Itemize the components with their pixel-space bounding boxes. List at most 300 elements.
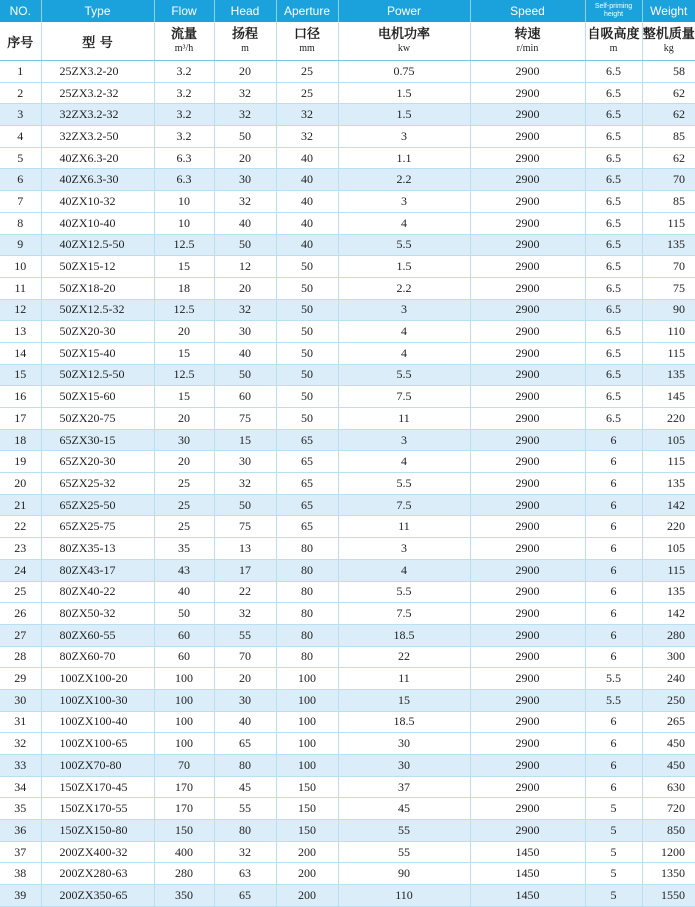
cell-self-priming: 6.5: [585, 299, 642, 321]
cell-speed: 2900: [470, 516, 585, 538]
cell-head: 22: [214, 581, 276, 603]
cell-head: 65: [214, 885, 276, 907]
cell-flow: 43: [154, 559, 214, 581]
cell-no: 33: [0, 755, 41, 777]
cell-weight: 115: [642, 451, 695, 473]
cell-model: 40ZX6.3-30: [41, 169, 154, 191]
cell-speed: 2900: [470, 559, 585, 581]
cell-head: 40: [214, 711, 276, 733]
cell-self-priming: 6: [585, 581, 642, 603]
cell-self-priming: 6: [585, 733, 642, 755]
cell-power: 4: [338, 212, 470, 234]
table-row: [0, 126, 695, 148]
cell-head: 50: [214, 126, 276, 148]
cell-weight: 70: [642, 169, 695, 191]
table-row: [0, 581, 695, 603]
cell-aperture: 65: [276, 473, 338, 495]
cell-head: 32: [214, 104, 276, 126]
table-row: [0, 733, 695, 755]
cell-head: 32: [214, 82, 276, 104]
cell-flow: 350: [154, 885, 214, 907]
cell-head: 50: [214, 364, 276, 386]
cell-aperture: 65: [276, 494, 338, 516]
cn-header-speed-label: 转速: [471, 27, 585, 43]
cell-weight: 62: [642, 82, 695, 104]
cell-aperture: 100: [276, 689, 338, 711]
table-row: [0, 169, 695, 191]
col-header-self-priming: [585, 0, 642, 22]
cell-power: 3: [338, 538, 470, 560]
cell-speed: 2900: [470, 408, 585, 430]
cell-weight: 135: [642, 581, 695, 603]
cell-self-priming: 6: [585, 429, 642, 451]
cn-header-aperture-unit: mm: [277, 43, 338, 55]
cell-no: 28: [0, 646, 41, 668]
cell-speed: 2900: [470, 429, 585, 451]
cell-flow: 12.5: [154, 299, 214, 321]
cell-no: 36: [0, 820, 41, 842]
table-row: [0, 342, 695, 364]
cell-no: 13: [0, 321, 41, 343]
cell-no: 3: [0, 104, 41, 126]
cell-flow: 70: [154, 755, 214, 777]
cell-speed: 2900: [470, 538, 585, 560]
table-row: [0, 256, 695, 278]
cell-power: 4: [338, 451, 470, 473]
cell-no: 31: [0, 711, 41, 733]
cell-flow: 15: [154, 342, 214, 364]
cn-header-head-unit: m: [215, 43, 276, 55]
table-row: [0, 147, 695, 169]
table-row: [0, 863, 695, 885]
cell-model: 100ZX100-30: [41, 689, 154, 711]
cell-flow: 100: [154, 689, 214, 711]
cell-power: 5.5: [338, 364, 470, 386]
cell-weight: 58: [642, 61, 695, 83]
cell-speed: 2900: [470, 212, 585, 234]
table-row: [0, 429, 695, 451]
cell-head: 55: [214, 798, 276, 820]
cell-model: 25ZX3.2-32: [41, 82, 154, 104]
cell-flow: 100: [154, 668, 214, 690]
cell-power: 4: [338, 559, 470, 581]
cell-flow: 25: [154, 494, 214, 516]
cell-power: 5.5: [338, 234, 470, 256]
cell-head: 32: [214, 603, 276, 625]
cell-no: 1: [0, 61, 41, 83]
cell-power: 7.5: [338, 603, 470, 625]
cell-speed: 1450: [470, 841, 585, 863]
cell-flow: 100: [154, 733, 214, 755]
cell-no: 9: [0, 234, 41, 256]
table-row: [0, 711, 695, 733]
cell-flow: 25: [154, 473, 214, 495]
cell-head: 40: [214, 342, 276, 364]
cell-speed: 2900: [470, 169, 585, 191]
cell-aperture: 200: [276, 885, 338, 907]
cell-no: 4: [0, 126, 41, 148]
cell-flow: 15: [154, 386, 214, 408]
cell-speed: 2900: [470, 191, 585, 213]
cn-header-aperture: [276, 22, 338, 61]
cell-self-priming: 6.5: [585, 126, 642, 148]
cell-flow: 280: [154, 863, 214, 885]
cell-model: 50ZX12.5-32: [41, 299, 154, 321]
cell-model: 150ZX170-55: [41, 798, 154, 820]
cell-weight: 75: [642, 277, 695, 299]
cell-flow: 60: [154, 624, 214, 646]
cell-flow: 10: [154, 191, 214, 213]
cell-aperture: 150: [276, 798, 338, 820]
cell-self-priming: 6.5: [585, 104, 642, 126]
cell-head: 12: [214, 256, 276, 278]
cell-self-priming: 6.5: [585, 147, 642, 169]
cell-power: 7.5: [338, 494, 470, 516]
table-row: [0, 451, 695, 473]
cell-speed: 2900: [470, 820, 585, 842]
cn-header-flow-unit: m³/h: [155, 43, 214, 55]
cell-speed: 1450: [470, 885, 585, 907]
cell-power: 11: [338, 516, 470, 538]
cell-power: 55: [338, 841, 470, 863]
cell-weight: 62: [642, 104, 695, 126]
cell-aperture: 25: [276, 82, 338, 104]
cell-self-priming: 6: [585, 451, 642, 473]
cell-flow: 20: [154, 451, 214, 473]
cell-power: 18.5: [338, 711, 470, 733]
cell-power: 15: [338, 689, 470, 711]
col-header-flow: Flow: [154, 0, 214, 22]
cn-header-self-priming-unit: m: [586, 43, 642, 55]
col-header-self-priming-label: Self-priming height: [586, 3, 642, 19]
cell-weight: 720: [642, 798, 695, 820]
cell-power: 110: [338, 885, 470, 907]
cell-aperture: 32: [276, 104, 338, 126]
cell-speed: 2900: [470, 451, 585, 473]
cell-weight: 850: [642, 820, 695, 842]
cell-aperture: 80: [276, 624, 338, 646]
cell-self-priming: 6.5: [585, 277, 642, 299]
cell-self-priming: 6: [585, 559, 642, 581]
cell-head: 55: [214, 624, 276, 646]
table-row: [0, 473, 695, 495]
cell-speed: 2900: [470, 256, 585, 278]
cell-model: 65ZX25-75: [41, 516, 154, 538]
cell-aperture: 50: [276, 364, 338, 386]
cell-flow: 3.2: [154, 104, 214, 126]
cell-self-priming: 5: [585, 841, 642, 863]
cell-aperture: 200: [276, 863, 338, 885]
cell-weight: 70: [642, 256, 695, 278]
cell-no: 18: [0, 429, 41, 451]
cell-weight: 450: [642, 755, 695, 777]
cell-self-priming: 5.5: [585, 668, 642, 690]
cell-weight: 135: [642, 364, 695, 386]
cell-aperture: 40: [276, 147, 338, 169]
table-row: [0, 776, 695, 798]
cell-model: 100ZX70-80: [41, 755, 154, 777]
cell-self-priming: 6: [585, 646, 642, 668]
cell-head: 30: [214, 451, 276, 473]
cell-head: 50: [214, 234, 276, 256]
cell-model: 50ZX20-75: [41, 408, 154, 430]
cell-speed: 2900: [470, 689, 585, 711]
cell-model: 40ZX10-32: [41, 191, 154, 213]
cell-self-priming: 6.5: [585, 234, 642, 256]
cell-speed: 2900: [470, 321, 585, 343]
cell-flow: 150: [154, 820, 214, 842]
cell-weight: 142: [642, 603, 695, 625]
cell-speed: 2900: [470, 581, 585, 603]
cell-speed: 2900: [470, 603, 585, 625]
cell-model: 80ZX60-55: [41, 624, 154, 646]
cell-self-priming: 5: [585, 820, 642, 842]
cell-flow: 35: [154, 538, 214, 560]
cell-self-priming: 6: [585, 624, 642, 646]
cell-no: 2: [0, 82, 41, 104]
cell-self-priming: 6.5: [585, 61, 642, 83]
cell-self-priming: 5: [585, 863, 642, 885]
cell-self-priming: 6: [585, 538, 642, 560]
cell-speed: 2900: [470, 624, 585, 646]
cell-self-priming: 6.5: [585, 169, 642, 191]
cell-aperture: 200: [276, 841, 338, 863]
cell-power: 45: [338, 798, 470, 820]
cell-speed: 2900: [470, 776, 585, 798]
cn-header-power: [338, 22, 470, 61]
table-row: [0, 516, 695, 538]
cn-header-type: 型 号: [41, 22, 154, 61]
table-row: [0, 82, 695, 104]
cell-model: 80ZX40-22: [41, 581, 154, 603]
cell-speed: 2900: [470, 342, 585, 364]
cell-power: 1.1: [338, 147, 470, 169]
cell-head: 20: [214, 147, 276, 169]
cell-speed: 2900: [470, 299, 585, 321]
cell-power: 30: [338, 755, 470, 777]
table-row: [0, 755, 695, 777]
col-header-power: Power: [338, 0, 470, 22]
cell-head: 45: [214, 776, 276, 798]
table-row: [0, 386, 695, 408]
cell-model: 80ZX50-32: [41, 603, 154, 625]
cell-aperture: 40: [276, 212, 338, 234]
cell-no: 7: [0, 191, 41, 213]
col-header-speed: Speed: [470, 0, 585, 22]
cell-no: 10: [0, 256, 41, 278]
cell-head: 30: [214, 689, 276, 711]
cell-flow: 12.5: [154, 234, 214, 256]
cn-header-weight-unit: kg: [643, 43, 695, 55]
table-row: [0, 841, 695, 863]
cell-flow: 15: [154, 256, 214, 278]
cn-header-self-priming: [585, 22, 642, 61]
cell-model: 50ZX12.5-50: [41, 364, 154, 386]
cell-head: 20: [214, 668, 276, 690]
cell-weight: 135: [642, 234, 695, 256]
cell-model: 100ZX100-20: [41, 668, 154, 690]
cell-model: 200ZX400-32: [41, 841, 154, 863]
cell-aperture: 80: [276, 581, 338, 603]
cell-speed: 2900: [470, 755, 585, 777]
table-row: [0, 689, 695, 711]
cell-self-priming: 6: [585, 603, 642, 625]
cn-header-aperture-label: 口径: [277, 27, 338, 43]
cell-power: 11: [338, 668, 470, 690]
cell-model: 80ZX43-17: [41, 559, 154, 581]
cell-head: 17: [214, 559, 276, 581]
cell-head: 32: [214, 299, 276, 321]
cell-flow: 25: [154, 516, 214, 538]
cell-no: 27: [0, 624, 41, 646]
cell-self-priming: 6.5: [585, 212, 642, 234]
cell-model: 100ZX100-65: [41, 733, 154, 755]
cell-flow: 3.2: [154, 82, 214, 104]
cell-model: 40ZX12.5-50: [41, 234, 154, 256]
cell-self-priming: 5.5: [585, 689, 642, 711]
cell-speed: 2900: [470, 646, 585, 668]
cell-flow: 20: [154, 408, 214, 430]
cell-aperture: 100: [276, 668, 338, 690]
cell-aperture: 50: [276, 256, 338, 278]
cell-self-priming: 6.5: [585, 82, 642, 104]
cell-model: 150ZX170-45: [41, 776, 154, 798]
cell-power: 3: [338, 429, 470, 451]
cell-flow: 18: [154, 277, 214, 299]
cell-power: 2.2: [338, 169, 470, 191]
cell-power: 3: [338, 126, 470, 148]
cell-no: 6: [0, 169, 41, 191]
cell-aperture: 80: [276, 559, 338, 581]
cell-self-priming: 5: [585, 885, 642, 907]
table-row: [0, 277, 695, 299]
table-row: [0, 494, 695, 516]
cell-aperture: 32: [276, 126, 338, 148]
cell-head: 32: [214, 473, 276, 495]
cell-model: 40ZX6.3-20: [41, 147, 154, 169]
cell-power: 1.5: [338, 256, 470, 278]
table-row: [0, 624, 695, 646]
col-header-weight: Weight: [642, 0, 695, 22]
cell-power: 55: [338, 820, 470, 842]
cn-header-speed-unit: r/min: [471, 43, 585, 55]
table-row: [0, 212, 695, 234]
table-row: [0, 299, 695, 321]
cell-self-priming: 6: [585, 494, 642, 516]
cell-aperture: 150: [276, 820, 338, 842]
cell-no: 25: [0, 581, 41, 603]
cell-flow: 12.5: [154, 364, 214, 386]
col-header-aperture: Aperture: [276, 0, 338, 22]
cell-head: 80: [214, 755, 276, 777]
cell-no: 17: [0, 408, 41, 430]
cell-self-priming: 6.5: [585, 256, 642, 278]
cell-aperture: 50: [276, 321, 338, 343]
cell-flow: 10: [154, 212, 214, 234]
cell-head: 63: [214, 863, 276, 885]
cell-flow: 3.2: [154, 126, 214, 148]
cell-aperture: 80: [276, 646, 338, 668]
cell-aperture: 100: [276, 755, 338, 777]
cell-self-priming: 6.5: [585, 342, 642, 364]
cn-header-head: [214, 22, 276, 61]
cn-header-power-unit: kw: [339, 43, 470, 55]
header-row-en: [0, 0, 695, 22]
cell-power: 30: [338, 733, 470, 755]
cn-header-flow-label: 流量: [155, 27, 214, 43]
cell-model: 50ZX20-30: [41, 321, 154, 343]
cell-model: 50ZX15-60: [41, 386, 154, 408]
cell-speed: 2900: [470, 61, 585, 83]
cell-flow: 400: [154, 841, 214, 863]
cell-self-priming: 5: [585, 798, 642, 820]
cell-power: 4: [338, 321, 470, 343]
cell-weight: 630: [642, 776, 695, 798]
cell-model: 80ZX60-70: [41, 646, 154, 668]
cell-speed: 2900: [470, 711, 585, 733]
cell-head: 30: [214, 321, 276, 343]
cell-aperture: 65: [276, 429, 338, 451]
cell-weight: 240: [642, 668, 695, 690]
cell-power: 4: [338, 342, 470, 364]
table-body: [0, 61, 695, 907]
cell-weight: 1350: [642, 863, 695, 885]
cell-weight: 85: [642, 191, 695, 213]
cell-no: 5: [0, 147, 41, 169]
cell-power: 2.2: [338, 277, 470, 299]
cell-aperture: 50: [276, 408, 338, 430]
cell-no: 12: [0, 299, 41, 321]
cell-model: 50ZX15-40: [41, 342, 154, 364]
cell-aperture: 50: [276, 277, 338, 299]
cell-model: 25ZX3.2-20: [41, 61, 154, 83]
cell-head: 32: [214, 841, 276, 863]
cell-head: 15: [214, 429, 276, 451]
cell-model: 32ZX3.2-32: [41, 104, 154, 126]
cell-power: 1.5: [338, 82, 470, 104]
cell-head: 75: [214, 516, 276, 538]
cell-head: 13: [214, 538, 276, 560]
cell-model: 32ZX3.2-50: [41, 126, 154, 148]
cell-speed: 2900: [470, 668, 585, 690]
table-row: [0, 559, 695, 581]
cell-head: 75: [214, 408, 276, 430]
cell-head: 80: [214, 820, 276, 842]
cell-flow: 40: [154, 581, 214, 603]
header-row-cn: [0, 22, 695, 61]
cell-model: 200ZX350-65: [41, 885, 154, 907]
cell-no: 15: [0, 364, 41, 386]
cell-head: 65: [214, 733, 276, 755]
cell-model: 100ZX100-40: [41, 711, 154, 733]
cell-self-priming: 6.5: [585, 321, 642, 343]
cell-head: 50: [214, 494, 276, 516]
cell-power: 3: [338, 299, 470, 321]
table-row: [0, 364, 695, 386]
cell-self-priming: 6.5: [585, 386, 642, 408]
cell-power: 22: [338, 646, 470, 668]
cell-no: 24: [0, 559, 41, 581]
cell-weight: 250: [642, 689, 695, 711]
cell-weight: 62: [642, 147, 695, 169]
cell-aperture: 150: [276, 776, 338, 798]
cell-weight: 85: [642, 126, 695, 148]
cell-model: 65ZX30-15: [41, 429, 154, 451]
cell-no: 23: [0, 538, 41, 560]
cell-power: 37: [338, 776, 470, 798]
cell-flow: 170: [154, 776, 214, 798]
cell-weight: 1200: [642, 841, 695, 863]
